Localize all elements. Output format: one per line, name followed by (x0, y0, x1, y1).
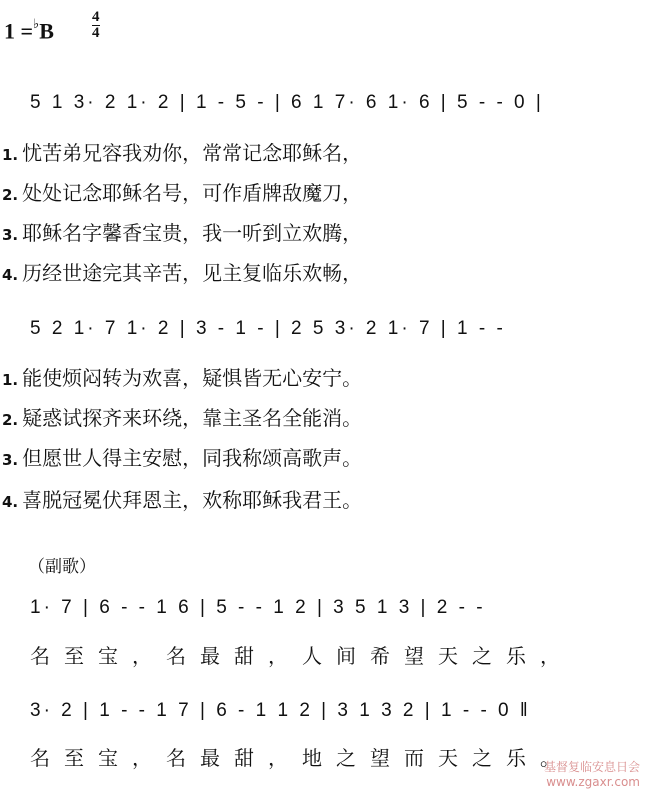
lyric-line: 4. 历经世途完其辛苦，见主复临乐欢畅， (2, 261, 363, 285)
lyric-line: 3. 但愿世人得主安慰，同我称颂高歌声。 (2, 446, 363, 470)
chorus-label: （副歌） (28, 557, 96, 577)
lyric-line: 名至宝，名最甜，地之望而天之乐。 (30, 746, 574, 770)
notation-line: 1· 7 | 6 - - 1 6 | 5 - - 1 2 | 3 5 1 3 | 2 - - (30, 597, 486, 618)
lyric-line: 3. 耶稣名字馨香宝贵，我一听到立欢腾， (2, 221, 363, 245)
notation-line: 5 2 1· 7 1· 2 | 3 - 1 - | 2 5 3· 2 1· 7 | 1 - - (30, 318, 506, 339)
watermark: 基督复临安息日会 www.zgaxr.com (543, 760, 640, 789)
time-signature: 4 4 (92, 9, 100, 41)
lyric-line: 2. 处处记念耶稣名号，可作盾牌敌魔刀， (2, 181, 363, 205)
lyric-line: 2. 疑惑试探齐来环绕，靠主圣名全能消。 (2, 406, 363, 430)
lyric-line: 1. 忧苦弟兄容我劝你，常常记念耶稣名， (2, 141, 363, 165)
key-signature: 1 =♭B (4, 16, 54, 44)
notation-line: 5 1 3· 2 1· 2 | 1 - 5 - | 6 1 7· 6 1· 6 | 5 - - 0 | (30, 92, 544, 113)
lyric-line: 名至宝，名最甜，人间希望天之乐， (30, 644, 574, 668)
lyric-line: 1. 能使烦闷转为欢喜，疑惧皆无心安宁。 (2, 366, 363, 390)
notation-line: 3· 2 | 1 - - 1 7 | 6 - 1 1 2 | 3 1 3 2 | 1 - - 0 ‖ (30, 700, 531, 721)
lyric-line: 4. 喜脱冠冕伏拜恩主，欢称耶稣我君王。 (2, 488, 363, 512)
